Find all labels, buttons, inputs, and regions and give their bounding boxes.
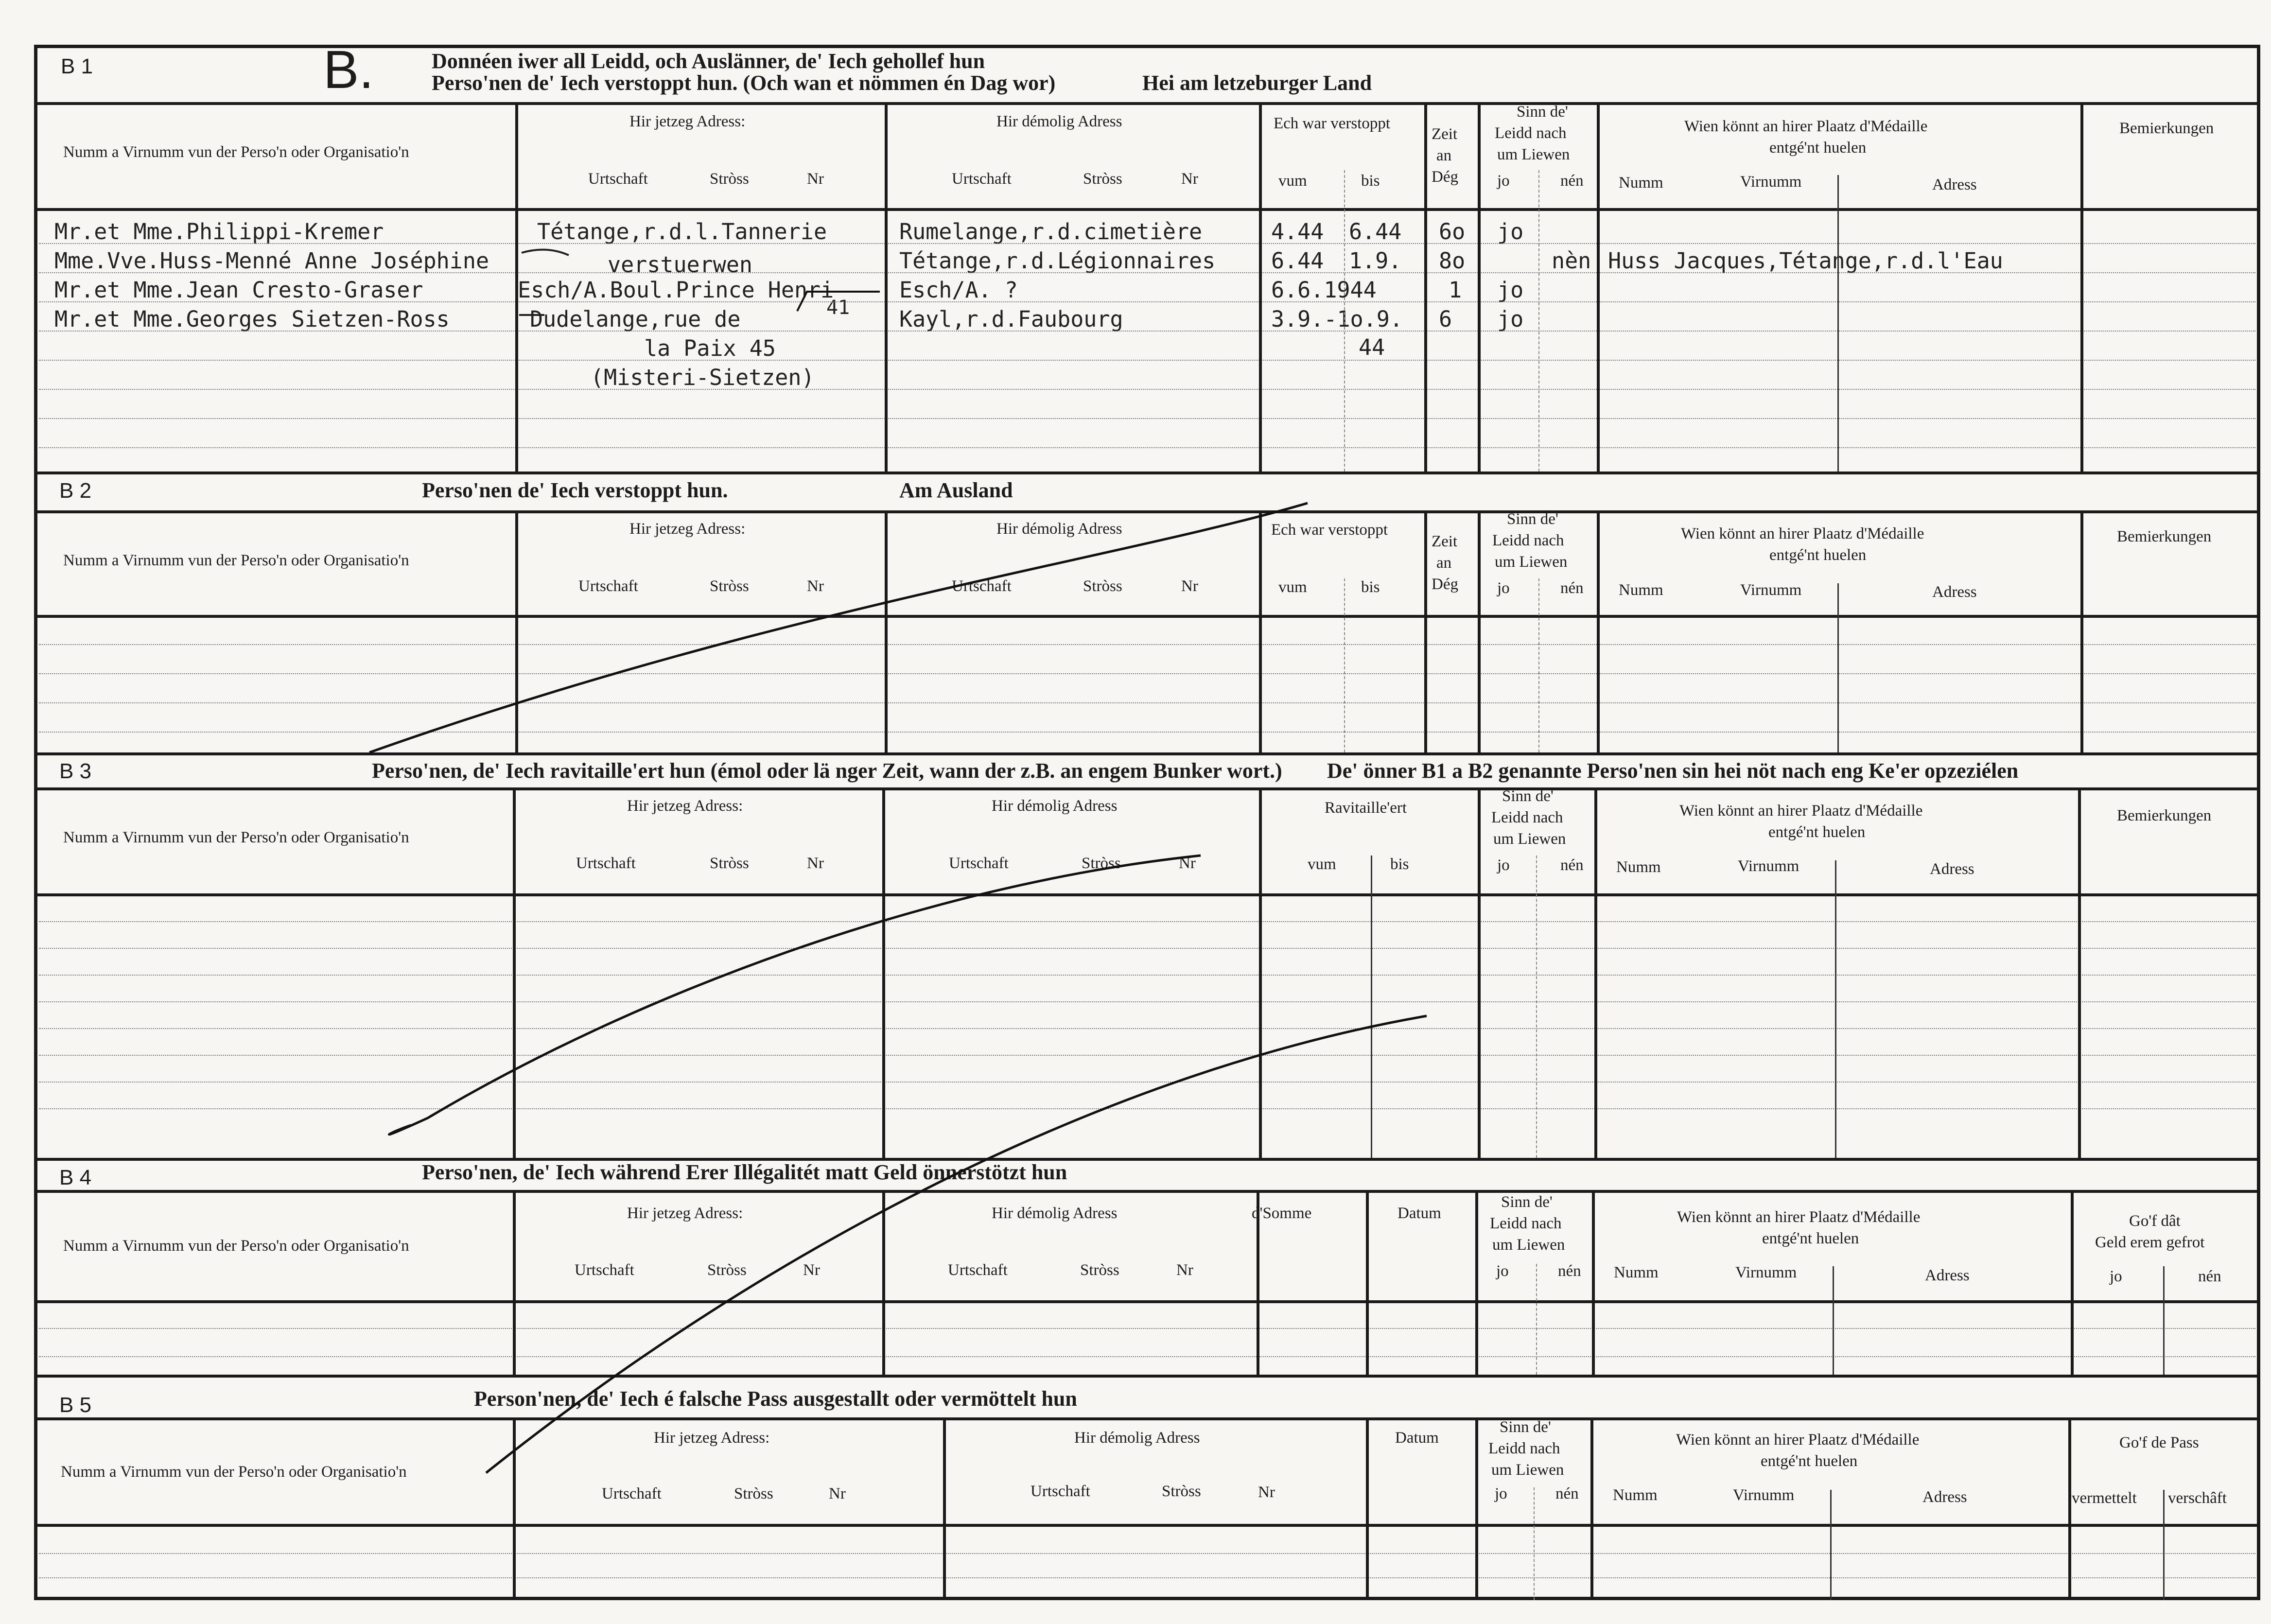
b3-cancel-stroke [389,856,1201,1135]
b3-title: Perso'nen, de' Iech ravitaille'ert hun (émol oder lä nger Zeit, wann der z.B. an engem Bunker wort.) [372,759,1282,783]
b3-medaille-1: Wien könnt an hirer Plaatz d'Médaille [1679,802,1923,820]
section-code-b4: B 4 [59,1166,92,1189]
insert-mark [797,292,880,311]
b2-urtschaft-1: Urtschaft [578,577,638,595]
b5-name-header: Numm a Virnumm vun der Perso'n oder Organisatio'n [61,1463,407,1481]
b4-gof-1: Go'f dât [2129,1212,2181,1230]
b1-row2-name: Mme.Vve.Huss-Menné Anne Joséphine [54,248,489,274]
b1-row3-vum: 6.6.1944 [1271,277,1377,303]
b1-row2-medaille: Huss Jacques,Tétange,r.d.l'Eau [1608,248,2003,274]
b4-urtschaft-1: Urtschaft [575,1261,634,1279]
b2-medaille-1: Wien könnt an hirer Plaatz d'Médaille [1681,525,1924,542]
b3-virnumm: Virnumm [1738,857,1799,875]
b1-vum: vum [1278,172,1307,190]
b5-stross-1: Stròss [734,1485,773,1502]
b1-zeit-1: Zeit [1432,125,1458,143]
b2-sinn-1: Sinn de' [1507,510,1558,528]
b5-sinn-1: Sinn de' [1500,1418,1551,1436]
b3-urtschaft-1: Urtschaft [576,855,636,872]
b4-somme: d'Somme [1252,1205,1312,1222]
b3-nen-h: nén [1560,856,1584,874]
b4-medaille-1: Wien könnt an hirer Plaatz d'Médaille [1677,1208,1921,1226]
b4-stross-2: Stròss [1080,1261,1119,1279]
b1-row4-jetzeg: Dudelange,rue de [530,306,741,332]
b1-sinn-2: Leidd nach [1495,124,1567,142]
b5-sinn-2: Leidd nach [1488,1440,1560,1457]
b1-name-header: Numm a Virnumm vun der Perso'n oder Organisatio'n [63,143,409,161]
b1-jo-h: jo [1497,172,1510,190]
b4-nen: nén [2198,1268,2221,1285]
section-code-b2: B 2 [59,479,92,503]
b3-demolig-header: Hir démolig Adress [992,797,1118,815]
b3-vum: vum [1308,856,1336,873]
b1-extra-line2: (Misteri-Sietzen) [591,365,815,390]
b1-row1-demolig: Rumelange,r.d.cimetière [899,219,1203,244]
b1-row2-bis: 1.9. [1349,248,1402,274]
b1-row4-demolig: Kayl,r.d.Faubourg [899,306,1123,332]
b1-row2-demolig: Tétange,r.d.Légionnaires [899,248,1216,274]
b4-gof-2: Geld erem gefrot [2095,1234,2205,1251]
b1-row3-name: Mr.et Mme.Jean Cresto-Graser [54,277,423,303]
b1-urtschaft-2: Urtschaft [952,170,1012,188]
b3-stross-1: Stròss [710,855,749,872]
b1-stross-2: Stròss [1083,170,1122,188]
b4-nen-h: nén [1558,1262,1581,1280]
b2-verstoppt-header: Ech war verstoppt [1271,521,1388,539]
row2-crossout [522,250,569,255]
b5-numm: Numm [1613,1486,1658,1504]
b5-gof: Go'f de Pass [2119,1434,2199,1451]
b1-row2-vum: 6.44 [1271,248,1324,274]
b2-zeit-3: Dég [1432,576,1458,593]
b1-row3-jo: jo [1497,277,1524,303]
b1-row1-name: Mr.et Mme.Philippi-Kremer [54,219,384,244]
b2-numm: Numm [1619,581,1663,599]
b2-name-header: Numm a Virnumm vun der Perso'n oder Organisatio'n [63,552,409,569]
b1-title-right: Hei am letzeburger Land [1142,71,1372,95]
b2-stross-1: Stròss [710,577,749,595]
b1-nen-h: nén [1560,172,1584,190]
b3-jo-h: jo [1497,856,1510,874]
b1-stross-1: Stròss [710,170,749,188]
b1-sinn-1: Sinn de' [1517,103,1568,121]
b2-title-right: Am Ausland [899,478,1013,502]
b5-jetzeg-header: Hir jetzeg Adress: [654,1429,770,1447]
b1-bis: bis [1361,172,1380,190]
b2-bemierkungen: Bemierkungen [2117,528,2212,545]
b2-sinn-2: Leidd nach [1492,532,1564,549]
b2-demolig-header: Hir démolig Adress [996,520,1122,538]
b1-row3-jetzeg: Esch/A.Boul.Prince Henri [518,277,834,303]
b1-jetzeg-header: Hir jetzeg Adress: [629,113,746,130]
b3-bemierkungen: Bemierkungen [2117,807,2212,824]
b4-datum: Datum [1398,1205,1441,1222]
b1-row3-deg: 1 [1449,277,1462,303]
b5-title: Person'nen, de' Iech é falsche Pass ausgestallt oder vermöttelt hun [474,1387,1077,1411]
b2-adress: Adress [1932,583,1977,601]
b3-name-header: Numm a Virnumm vun der Perso'n oder Organisatio'n [63,829,409,846]
b4-nr-1: Nr [803,1261,820,1279]
b3-numm: Numm [1616,858,1661,876]
b2-bis: bis [1361,578,1380,596]
b5-medaille-2: entgé'nt huelen [1761,1452,1858,1470]
b4-sinn-2: Leidd nach [1490,1215,1562,1232]
b4-numm: Numm [1614,1264,1659,1281]
b1-nr-1: Nr [807,170,824,188]
b2-vum: vum [1278,578,1307,596]
b2-sinn-3: um Liewen [1495,553,1568,571]
b5-urtschaft-2: Urtschaft [1031,1483,1090,1500]
b4-stross-1: Stròss [707,1261,747,1279]
b3-nr-2: Nr [1179,855,1196,872]
b2-nen-h: nén [1560,579,1584,597]
b4-title: Perso'nen, de' Iech während Erer Illégalitét matt Geld önnerstötzt hun [422,1160,1067,1184]
b2-jo-h: jo [1497,579,1510,597]
b4-urtschaft-2: Urtschaft [948,1261,1008,1279]
b4-jo: jo [2110,1268,2122,1285]
b5-vermettelt: vermettelt [2072,1489,2137,1507]
b4-name-header: Numm a Virnumm vun der Perso'n oder Organisatio'n [63,1237,409,1255]
b1-virnumm: Virnumm [1740,173,1802,191]
b2-cancel-stroke [369,503,1308,752]
b1-row2-jetzeg: verstuerwen [608,252,753,278]
b1-title-line2: Perso'nen de' Iech verstoppt hun. (Och wan et nömmen én Dag wor) [432,71,1056,95]
b4-sinn-3: um Liewen [1492,1236,1565,1254]
b5-jo-h: jo [1495,1485,1507,1502]
b1-medaille-2: entgé'nt huelen [1769,139,1867,157]
section-code-b1: B 1 [61,54,93,78]
b1-row1-jo: jo [1497,219,1524,244]
b1-row1-vum: 4.44 [1271,219,1324,244]
b4-virnumm: Virnumm [1735,1264,1797,1281]
b5-virnumm: Virnumm [1733,1486,1795,1504]
b4-medaille-2: entgé'nt huelen [1762,1230,1859,1247]
b2-nr-1: Nr [807,577,824,595]
b1-row1-deg: 6o [1439,219,1466,244]
b1-row1-bis: 6.44 [1349,219,1402,244]
b3-stross-2: Stròss [1082,855,1121,872]
b3-nr-1: Nr [807,855,824,872]
b1-row4-deg: 6 [1439,306,1452,332]
section-code-b5: B 5 [59,1393,92,1417]
b1-zeit-3: Dég [1432,168,1458,186]
b3-sinn-1: Sinn de' [1502,787,1554,805]
b5-sinn-3: um Liewen [1491,1461,1564,1479]
b2-zeit-1: Zeit [1432,533,1458,550]
b3-title-right: De' önner B1 a B2 genannte Perso'nen sin hei nöt nach eng Ke'er opzeziélen [1327,759,2019,783]
b5-stross-2: Stròss [1162,1483,1201,1500]
b4-demolig-header: Hir démolig Adress [992,1205,1118,1222]
b1-zeit-2: an [1436,147,1452,164]
b2-stross-2: Stròss [1083,577,1122,595]
b2-jetzeg-header: Hir jetzeg Adress: [629,520,746,538]
b3-urtschaft-2: Urtschaft [949,855,1009,872]
b1-sinn-3: um Liewen [1497,146,1570,163]
b4-jo-h: jo [1496,1262,1509,1280]
b5-nr-1: Nr [829,1485,846,1502]
b4-jetzeg-header: Hir jetzeg Adress: [627,1205,743,1222]
b1-medaille-1: Wien könnt an hirer Plaatz d'Médaille [1684,118,1928,135]
b3-adress: Adress [1930,860,1974,878]
b1-extra-bis: 44 [1359,334,1385,360]
b5-medaille-1: Wien könnt an hirer Plaatz d'Médaille [1676,1431,1920,1449]
b1-numm: Numm [1619,174,1663,192]
b1-bemierkungen: Bemierkungen [2119,120,2214,137]
b1-row4-insert-number: 41 [826,297,850,319]
b5-nr-2: Nr [1258,1484,1275,1501]
b1-row4-name: Mr.et Mme.Georges Sietzen-Ross [54,306,450,332]
b1-row1-jetzeg: Tétange,r.d.l.Tannerie [537,219,827,244]
b2-title: Perso'nen de' Iech verstoppt hun. [422,478,728,502]
b5-adress: Adress [1922,1488,1967,1506]
b3-sinn-3: um Liewen [1493,830,1566,848]
b1-row4-vum: 3.9.-1o.9. [1271,306,1403,332]
b4-adress: Adress [1925,1267,1970,1284]
b3-sinn-2: Leidd nach [1491,809,1563,826]
b2-zeit-2: an [1436,554,1452,572]
b5-nen-h: nén [1555,1485,1579,1502]
b2-virnumm: Virnumm [1740,581,1802,599]
b1-demolig-header: Hir démolig Adress [996,113,1122,130]
b4-cancel-stroke [486,1016,1427,1473]
form-letter: B. [323,40,374,100]
b1-row4-jo: jo [1497,306,1524,332]
section-code-b3: B 3 [59,759,92,783]
b1-extra-line1: la Paix 45 [644,335,776,361]
b5-verschaft: verschâft [2168,1489,2227,1507]
b3-medaille-2: entgé'nt huelen [1768,823,1866,841]
b1-adress: Adress [1932,176,1977,193]
b1-title-line1: Donnéen iwer all Leidd, och Auslänner, de' Iech gehollef hun [432,49,985,73]
b1-verstoppt-header: Ech war verstoppt [1274,115,1391,132]
b1-urtschaft-1: Urtschaft [588,170,648,188]
b2-medaille-2: entgé'nt huelen [1769,546,1867,564]
b4-nr-2: Nr [1176,1261,1193,1279]
b3-jetzeg-header: Hir jetzeg Adress: [627,797,743,815]
b5-datum: Datum [1395,1429,1439,1447]
b5-demolig-header: Hir démolig Adress [1074,1429,1200,1447]
b2-nr-2: Nr [1181,577,1198,595]
b1-row2-nen: nèn [1552,248,1591,274]
b3-bis: bis [1390,856,1409,873]
b1-row2-deg: 8o [1439,248,1466,274]
b1-nr-2: Nr [1181,170,1198,188]
b5-urtschaft-1: Urtschaft [602,1485,662,1502]
b3-ravit-header: Ravitaille'ert [1325,799,1407,817]
b1-row3-demolig: Esch/A. ? [899,277,1018,303]
b4-sinn-1: Sinn de' [1501,1193,1553,1211]
b2-urtschaft-2: Urtschaft [952,577,1012,595]
